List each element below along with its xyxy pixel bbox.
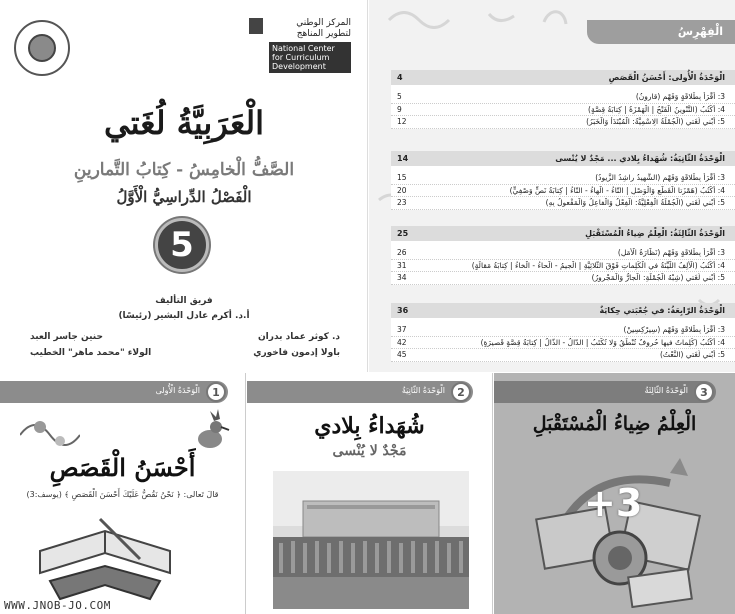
book-cover bbox=[0, 0, 368, 372]
quran-on-stand-icon bbox=[30, 511, 180, 601]
science-collage-icon bbox=[530, 453, 710, 608]
ncc-arabic-name: المركز الوطني لتطوير المناهج bbox=[296, 18, 351, 39]
unit-3-title: الْعِلْمُ ضِياءُ الْمُسْتَقْبَلِ bbox=[532, 413, 697, 435]
memorial-photo-icon bbox=[273, 471, 469, 609]
toc-unit-title: الْوَحْدَةُ الثّانِيَةُ: شُهَداءُ بِلادي ... مَجْدٌ لا يُنْسى bbox=[555, 154, 725, 163]
toc-unit-2 bbox=[391, 151, 735, 210]
toc-item[interactable] bbox=[391, 91, 735, 104]
unit-3-tab bbox=[494, 381, 716, 403]
toc-unit-header[interactable] bbox=[391, 151, 735, 166]
author: باولا إدمون فاخوري bbox=[253, 348, 340, 358]
ncc-mark-icon bbox=[249, 18, 263, 34]
toc-page-number: 4 bbox=[397, 73, 403, 82]
unit-number-badge: 1 bbox=[206, 382, 226, 402]
ncc-english-name: National Center for Curriculum Development bbox=[269, 42, 351, 73]
toc-item[interactable] bbox=[391, 172, 735, 185]
toc-item[interactable] bbox=[391, 272, 735, 285]
unit-tab-label: الْوَحْدَةُ الثّانِيَةُ bbox=[401, 386, 445, 395]
unit-2-subtitle: مَجْدٌ لا يُنْسى bbox=[332, 443, 407, 459]
age-rating-overlay: +3 bbox=[584, 481, 643, 525]
toc-unit-3 bbox=[391, 226, 735, 285]
toc-page-number: 25 bbox=[397, 229, 409, 238]
unit-3-cover bbox=[494, 373, 735, 614]
author: الولاء "محمد ماهر" الخطيب bbox=[30, 348, 152, 358]
toc-page-number: 42 bbox=[397, 337, 407, 347]
toc-item-text: 5: أَبْني لُغَتي (الْجُمْلَةُ الِاسْمِيَّةُ: الْمُبْتَدَأُ وَالْخَبَرُ) bbox=[586, 117, 725, 127]
toc-item-text: 5: أَبْني لُغَتي (النَّعْتُ) bbox=[659, 350, 725, 360]
toc-page-number: 31 bbox=[397, 260, 407, 270]
authors-row-2 bbox=[30, 348, 340, 358]
unit-2-tab bbox=[247, 381, 473, 403]
unit-1-tab bbox=[0, 381, 228, 403]
toc-page-number: 15 bbox=[397, 173, 407, 183]
toc-item[interactable] bbox=[391, 349, 735, 362]
vine-illustration-icon bbox=[20, 415, 80, 455]
toc-page-number: 45 bbox=[397, 350, 407, 360]
unit-tab-label: الْوَحْدَةُ الثّالِثَةُ bbox=[644, 386, 688, 395]
authors-row-1 bbox=[30, 332, 340, 342]
hoopoe-bird-icon bbox=[190, 409, 230, 459]
ncc-logo bbox=[269, 18, 351, 73]
toc-page-number: 12 bbox=[397, 117, 407, 127]
unit-1-cover bbox=[0, 373, 246, 614]
toc-page-number: 26 bbox=[397, 248, 407, 258]
unit-1-subtitle: قالَ تَعالى: ﴿ نَحْنُ نَقُصُّ عَلَيْكَ أَحْسَنَ الْقَصَصِ ﴾ (يوسف:3) bbox=[26, 490, 219, 499]
author: حنين جاسر العبد bbox=[30, 332, 103, 342]
toc-unit-1 bbox=[391, 70, 735, 129]
toc-item-text: 4: أَكْتُبُ (الْأَلِفُ اللَّيِّنَةُ في الْكَلِماتِ فَوْقَ الثُّلاثِيَّةِ | الْجيمُ - الْحاءُ - الْخاءُ | كِتابَةُ مَقالَةٍ) bbox=[471, 260, 725, 270]
toc-item-text: 4: أَكْتُبُ (هَمْزَتا الْقَطْعِ وَالْوَصْلِ | التّاءُ - الْهاءُ - التّاءُ | كِتابَةُ نَصٍّ وَصْفِيٍّ) bbox=[509, 185, 725, 195]
toc-item-text: 5: أَبْني لُغَتي (الْجُمْلَةُ الْفِعْلِيَّةُ: الْفِعْلُ وَالْفاعِلُ وَالْمَفْعولُ بِهِ) bbox=[545, 198, 725, 208]
author: د. كوثر عماد بدران bbox=[258, 332, 340, 342]
unit-tab-label: الْوَحْدَةُ الْأُولى bbox=[155, 386, 200, 395]
toc-page-number: 5 bbox=[397, 92, 402, 102]
toc-unit-header[interactable] bbox=[391, 70, 735, 85]
toc-page-number: 36 bbox=[397, 306, 409, 315]
unit-number-badge: 3 bbox=[694, 382, 714, 402]
jordan-emblem-icon bbox=[14, 20, 70, 76]
table-of-contents bbox=[369, 0, 735, 372]
authors-heading: فريق التأليف bbox=[155, 296, 213, 306]
toc-item-text: 3: أَقْرَأُ بِطَلاقَةٍ وَفَهْمٍ (سِيرْكِسِينْ) bbox=[623, 325, 725, 335]
toc-unit-title: الْوَحْدَةُ الْأُولى: أَحْسَنُ الْقَصَصِ bbox=[608, 73, 725, 82]
book-grade: الصَّفُّ الْخامِسُ - كِتابُ التَّمارينِ bbox=[73, 160, 295, 180]
toc-unit-header[interactable] bbox=[391, 226, 735, 241]
unit-1-title: أَحْسَنُ الْقَصَصِ bbox=[49, 453, 196, 482]
toc-item-text: 4: أَكْتُبُ (التَّنْوينُ الْفَتْحُ | الْهَمْزَةُ | كِتابَةُ قِصَّةٍ) bbox=[588, 104, 725, 114]
toc-item[interactable] bbox=[391, 337, 735, 350]
toc-item-text: 3: أَقْرَأُ بِطَلاقَةٍ وَفَهْمٍ (نَظّارَةُ الْأَمَلِ) bbox=[617, 248, 725, 258]
toc-page-number: 37 bbox=[397, 325, 407, 335]
toc-page-number: 23 bbox=[397, 198, 407, 208]
toc-unit-header[interactable] bbox=[391, 303, 735, 318]
toc-item[interactable] bbox=[391, 104, 735, 117]
toc-tab: الْفِهْرِسُ bbox=[587, 20, 735, 44]
toc-unit-title: الْوَحْدَةُ الثّالِثَةُ: الْعِلْمُ ضِياءُ الْمُسْتَقْبَلِ bbox=[585, 229, 725, 238]
toc-item[interactable] bbox=[391, 116, 735, 129]
unit-number-badge: 2 bbox=[451, 382, 471, 402]
toc-item[interactable] bbox=[391, 247, 735, 260]
toc-item-text: 5: أَبْني لُغَتي (شِبْهُ الْجُمْلَةِ: الْجارُّ وَالْمَجْرورُ) bbox=[591, 273, 725, 283]
toc-item-text: 3: أَقْرَأُ بِطَلاقَةٍ وَفَهْمٍ (الشَّهيدُ راشِدُ الزَّيودُ) bbox=[595, 173, 725, 183]
toc-page-number: 14 bbox=[397, 154, 409, 163]
unit-2-title: شُهَداءُ بِلادي bbox=[314, 413, 425, 439]
toc-page-number: 34 bbox=[397, 273, 407, 283]
book-title: الْعَرَبِيَّةُ لُغَتي bbox=[103, 104, 265, 142]
toc-unit-4 bbox=[391, 303, 735, 362]
toc-page-number: 20 bbox=[397, 185, 407, 195]
toc-item[interactable] bbox=[391, 324, 735, 337]
grade-number-badge: 5 bbox=[155, 218, 209, 272]
book-semester: الْفَصْلُ الدِّراسِيُّ الْأَوَّلُ bbox=[116, 188, 252, 206]
site-watermark: WWW.JNOB-JO.COM bbox=[4, 599, 111, 612]
toc-item[interactable] bbox=[391, 185, 735, 198]
unit-2-cover bbox=[247, 373, 493, 614]
toc-unit-title: الْوَحْدَةُ الرّابِعَةُ: في جُعْبَتي حِكايَةٌ bbox=[599, 306, 725, 315]
lead-author: أ.د. أكرم عادل البشير (رئيسًا) bbox=[118, 311, 250, 321]
toc-item[interactable] bbox=[391, 197, 735, 210]
toc-item[interactable] bbox=[391, 260, 735, 273]
toc-item-text: 4: أَكْتُبُ (كَلِماتٌ فيها حُروفٌ تُنْطَقُ وَلا تُكْتَبُ | الدّالُ - الذّالُ | كِتابَةُ قِصَّةٍ قَصيرَةٍ) bbox=[480, 337, 725, 347]
toc-page-number: 9 bbox=[397, 104, 402, 114]
toc-item-text: 3: أَقْرَأُ بِطَلاقَةٍ وَفَهْمٍ (قارونُ) bbox=[635, 92, 725, 102]
